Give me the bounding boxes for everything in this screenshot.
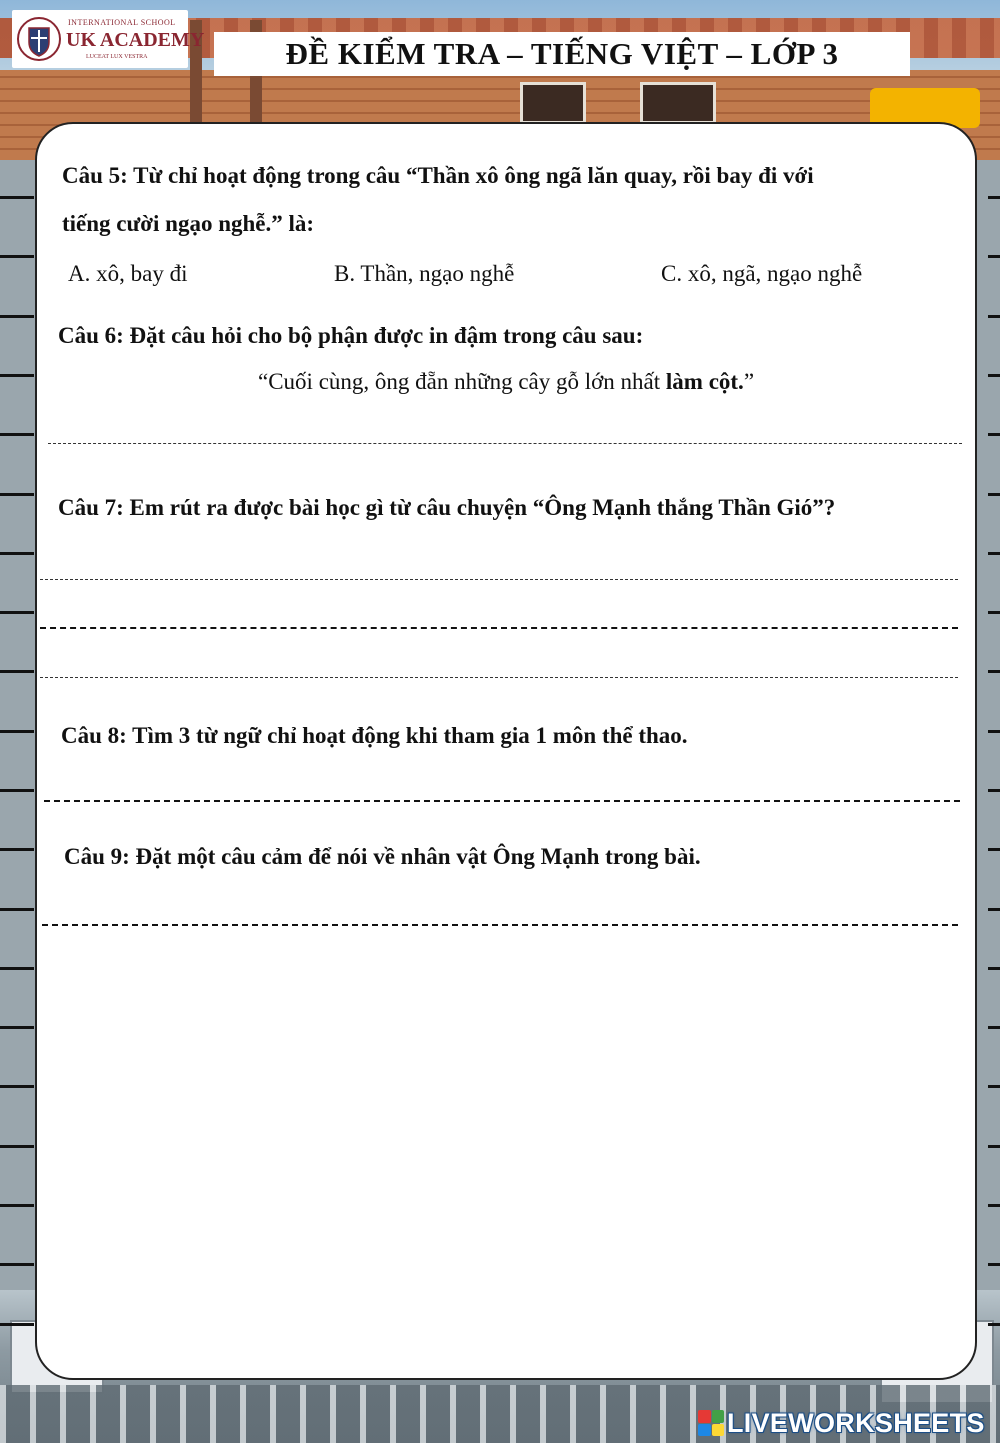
question-7-answer-line-2[interactable] bbox=[40, 627, 958, 629]
ruler-tick bbox=[988, 1323, 1000, 1326]
question-8-answer-line[interactable] bbox=[44, 800, 960, 802]
liveworksheets-icon bbox=[698, 1410, 724, 1436]
ruler-tick bbox=[988, 908, 1000, 911]
question-7-prompt: Câu 7: Em rút ra được bài học gì từ câu chuyện “Ông Mạnh thắng Thần Gió”? bbox=[58, 495, 836, 520]
question-6-quote-bold: làm cột. bbox=[665, 369, 744, 394]
question-5-option-b[interactable]: B. Thần, ngạo nghễ bbox=[334, 261, 515, 286]
question-5-option-c[interactable]: C. xô, ngã, ngạo nghễ bbox=[661, 261, 863, 286]
question-8-prompt: Câu 8: Tìm 3 từ ngữ chỉ hoạt động khi tham gia 1 môn thể thao. bbox=[61, 723, 688, 748]
ruler-tick bbox=[0, 848, 34, 851]
ruler-tick bbox=[0, 789, 34, 792]
ruler-tick bbox=[988, 611, 1000, 614]
ruler-tick bbox=[988, 374, 1000, 377]
page-title: ĐỀ KIỂM TRA – TIẾNG VIỆT – LỚP 3 bbox=[285, 36, 839, 71]
question-9-answer-line[interactable] bbox=[42, 924, 958, 926]
question-7-answer-line-1[interactable] bbox=[40, 579, 958, 580]
page-title-banner bbox=[214, 32, 910, 76]
ruler-tick bbox=[0, 552, 34, 555]
ruler-tick bbox=[0, 1145, 34, 1148]
ruler-tick bbox=[0, 315, 34, 318]
liveworksheets-brand: LIVEWORKSHEETS bbox=[727, 1407, 985, 1438]
question-9-prompt: Câu 9: Đặt một câu cảm để nói về nhân vật Ông Mạnh trong bài. bbox=[64, 844, 701, 869]
ruler-tick bbox=[988, 1085, 1000, 1088]
ruler-tick bbox=[0, 1323, 34, 1326]
ruler-tick bbox=[988, 1263, 1000, 1266]
worksheet-paper bbox=[35, 122, 977, 1380]
ruler-tick bbox=[0, 967, 34, 970]
logo-square-icon bbox=[698, 1410, 711, 1423]
logo-square-icon bbox=[712, 1424, 725, 1437]
ruler-tick bbox=[988, 1204, 1000, 1207]
background-window bbox=[640, 82, 716, 124]
ruler-tick bbox=[0, 255, 34, 258]
ruler-tick bbox=[988, 315, 1000, 318]
ruler-tick bbox=[0, 196, 34, 199]
background-window bbox=[520, 82, 586, 124]
ruler-tick bbox=[988, 789, 1000, 792]
ruler-tick bbox=[0, 1026, 34, 1029]
ruler-tick bbox=[988, 730, 1000, 733]
ruler-tick bbox=[0, 908, 34, 911]
ruler-tick bbox=[988, 670, 1000, 673]
ruler-tick bbox=[0, 433, 34, 436]
logo-name: UK ACADEMY bbox=[66, 29, 205, 51]
ruler-tick bbox=[988, 196, 1000, 199]
ruler-tick bbox=[0, 374, 34, 377]
question-6-quote-close: ” bbox=[743, 369, 755, 394]
ruler-tick bbox=[988, 433, 1000, 436]
logo-top-text: INTERNATIONAL SCHOOL bbox=[68, 18, 176, 27]
logo-square-icon bbox=[712, 1410, 725, 1423]
question-5-line-1: Câu 5: Từ chỉ hoạt động trong câu “Thần xô ông ngã lăn quay, rồi bay đi với bbox=[62, 163, 814, 188]
school-crest-icon bbox=[16, 14, 62, 64]
ruler-tick bbox=[988, 255, 1000, 258]
question-6-quote bbox=[258, 369, 754, 395]
question-6-quote-text: “Cuối cùng, ông đẵn những cây gỗ lớn nhất bbox=[258, 369, 666, 394]
ruler-tick bbox=[988, 493, 1000, 496]
ruler-tick bbox=[0, 1085, 34, 1088]
question-5-option-a[interactable]: A. xô, bay đi bbox=[68, 261, 188, 286]
logo-motto: LUCEAT LUX VESTRA bbox=[86, 54, 148, 60]
ruler-tick bbox=[0, 493, 34, 496]
ruler-tick bbox=[988, 967, 1000, 970]
ruler-tick bbox=[988, 1145, 1000, 1148]
ruler-tick bbox=[988, 1026, 1000, 1029]
question-6-answer-line[interactable] bbox=[48, 443, 962, 444]
ruler-tick bbox=[988, 848, 1000, 851]
question-6-prompt: Câu 6: Đặt câu hỏi cho bộ phận được in đậm trong câu sau: bbox=[58, 323, 644, 348]
liveworksheets-logo[interactable] bbox=[698, 1406, 985, 1440]
logo-square-icon bbox=[698, 1424, 711, 1437]
ruler-tick bbox=[0, 611, 34, 614]
ruler-tick bbox=[0, 1263, 34, 1266]
ruler-tick bbox=[0, 730, 34, 733]
question-7-answer-line-3[interactable] bbox=[40, 677, 958, 678]
question-5-line-2: tiếng cười ngạo nghễ.” là: bbox=[62, 211, 315, 236]
ruler-tick bbox=[988, 552, 1000, 555]
ruler-tick bbox=[0, 1204, 34, 1207]
ruler-tick bbox=[0, 670, 34, 673]
school-logo bbox=[12, 10, 205, 68]
